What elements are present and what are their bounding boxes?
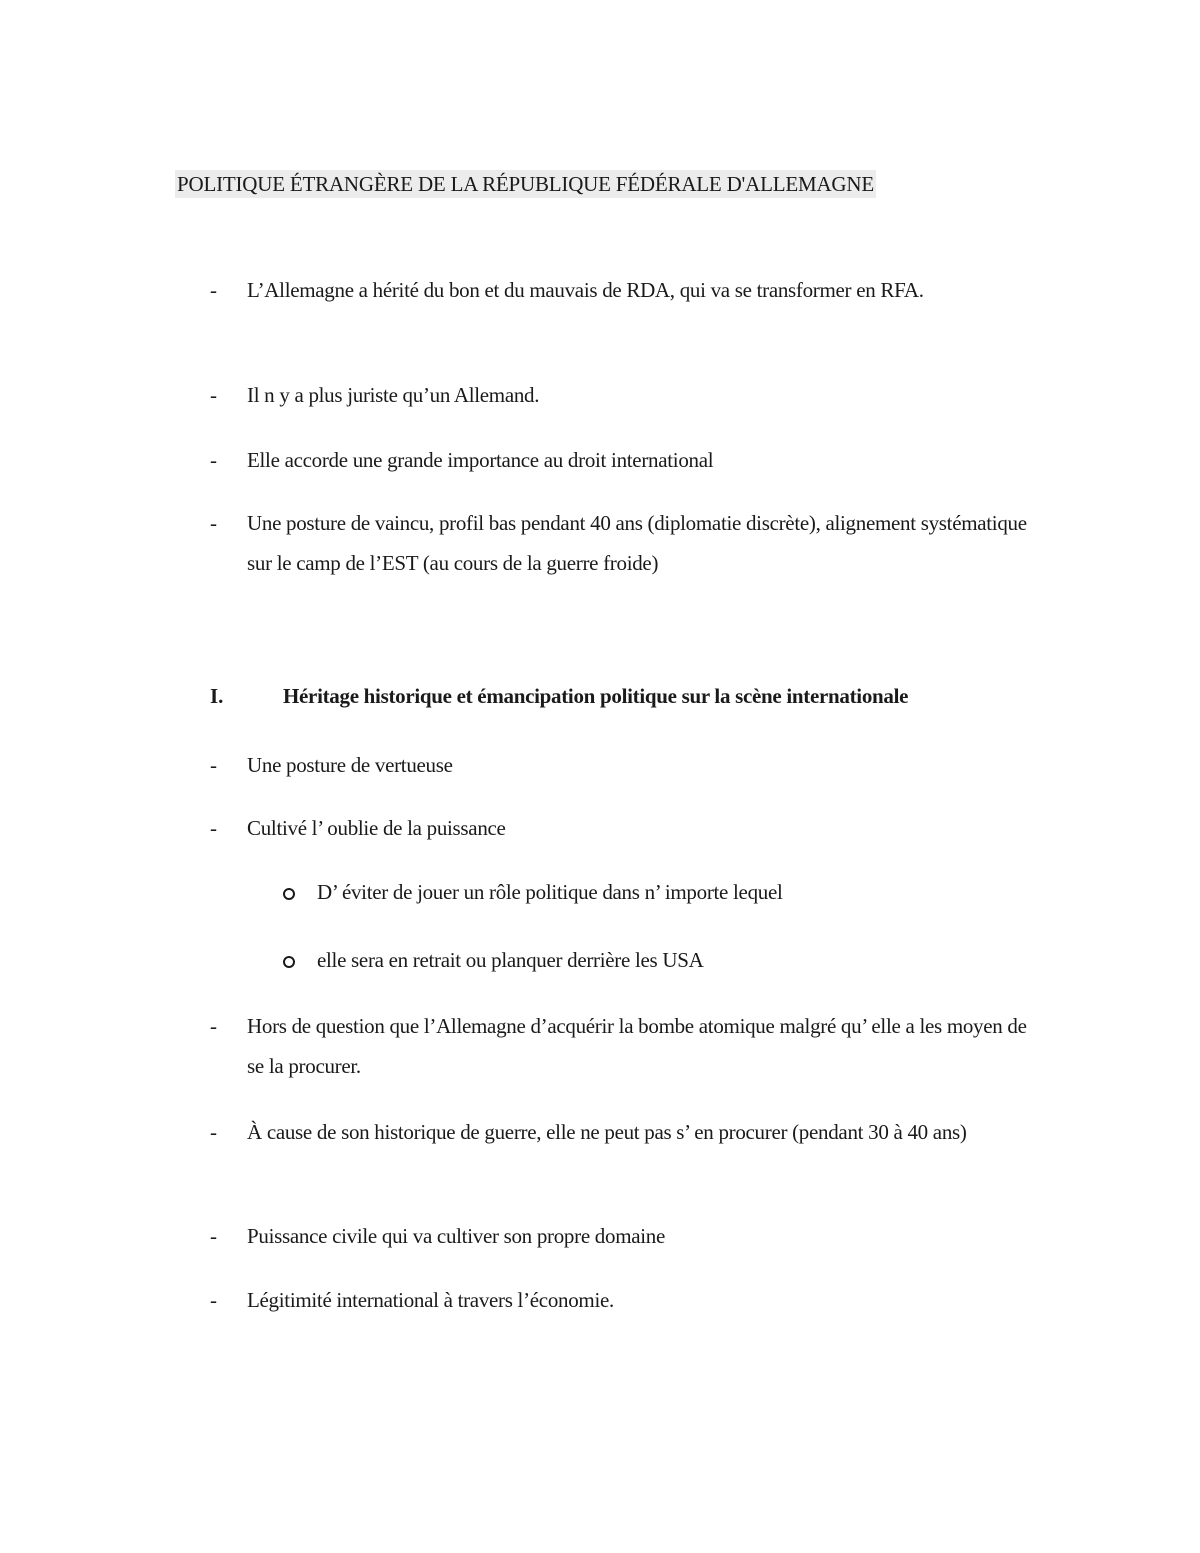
dash-bullet: -: [210, 1288, 217, 1312]
list-item-text: Hors de question que l’Allemagne d’acquérir la bombe atomique malgré qu’ elle a les moyen de se la procurer.: [247, 1014, 1027, 1078]
dash-bullet: -: [210, 448, 217, 472]
list-item-text: Il n y a plus juriste qu’un Allemand.: [247, 383, 540, 407]
list-item-text: Cultivé l’ oublie de la puissance: [247, 816, 506, 840]
sub-list-item-text: elle sera en retrait ou planquer derrière les USA: [317, 948, 704, 972]
list-item-text: Puissance civile qui va cultiver son propre domaine: [247, 1224, 665, 1248]
circle-bullet-icon: [283, 956, 295, 968]
dash-bullet: -: [210, 816, 217, 840]
sub-list-item-text: D’ éviter de jouer un rôle politique dans n’ importe lequel: [317, 880, 783, 904]
list-item-text: À cause de son historique de guerre, elle ne peut pas s’ en procurer (pendant 30 à 40 ans): [247, 1120, 967, 1144]
dash-bullet: -: [210, 511, 217, 535]
list-item-text: Elle accorde une grande importance au droit international: [247, 448, 714, 472]
list-item-text: L’Allemagne a hérité du bon et du mauvais de RDA, qui va se transformer en RFA.: [247, 278, 924, 302]
section-number: I.: [210, 684, 224, 708]
section-heading-text: Héritage historique et émancipation politique sur la scène internationale: [283, 684, 909, 708]
list-item-text: Légitimité international à travers l’économie.: [247, 1288, 614, 1312]
dash-bullet: -: [210, 753, 217, 777]
dash-bullet: -: [210, 1014, 217, 1038]
dash-bullet: -: [210, 1224, 217, 1248]
list-item-text: Une posture de vaincu, profil bas pendant 40 ans (diplomatie discrète), alignement systématique sur le camp de l’EST (au cours de la guerre froide): [247, 511, 1027, 575]
list-item-text: Une posture de vertueuse: [247, 753, 453, 777]
document-title: POLITIQUE ÉTRANGÈRE DE LA RÉPUBLIQUE FÉDÉRALE D'ALLEMAGNE: [177, 172, 874, 196]
dash-bullet: -: [210, 383, 217, 407]
dash-bullet: -: [210, 1120, 217, 1144]
circle-bullet-icon: [283, 888, 295, 900]
dash-bullet: -: [210, 278, 217, 302]
